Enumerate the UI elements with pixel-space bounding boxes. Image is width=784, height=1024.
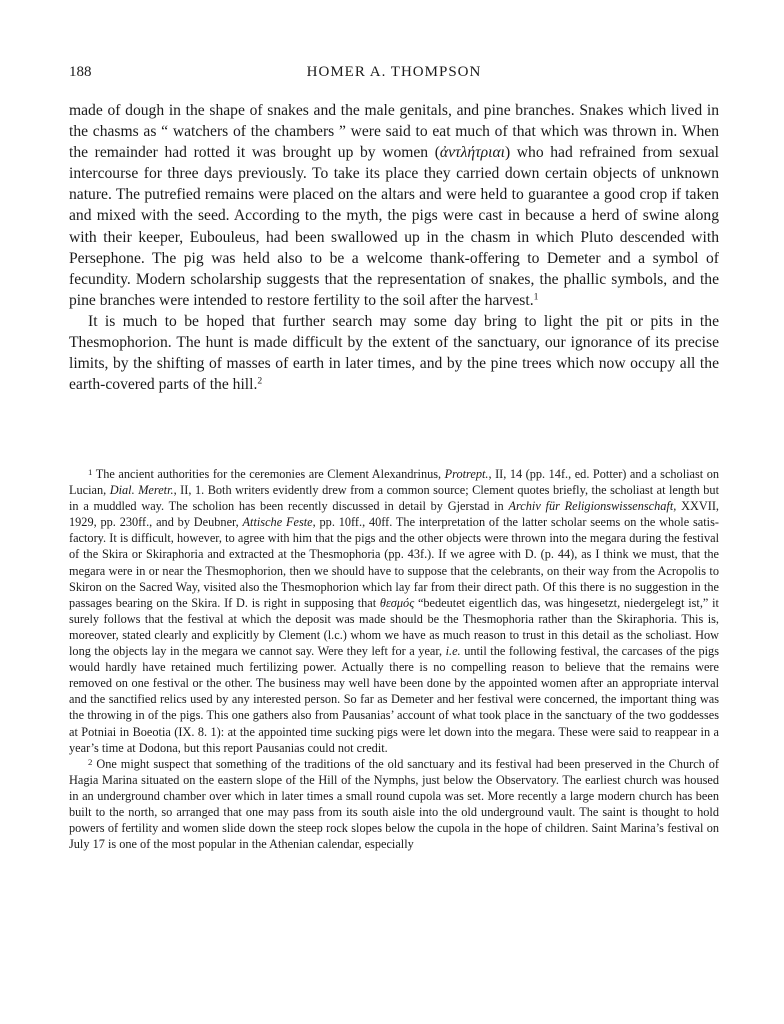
footnote-2	[69, 756, 719, 853]
footnote-1-text-c: , II, 1. Both writers evidently drew from a common source; Clement quotes briefly, the scholiast at length but in a muddled way. The scholion has been recently discussed in detail by Gjerstad in	[69, 483, 719, 514]
document-page	[69, 0, 719, 1024]
paragraph-1-text-b: ) who had refrained from sexual intercourse for three days previously. To take its place they carried down certain objects of unknown nature. The putrefied remains were placed on the altars and were held to guarantee a good crop if taken and mixed with the seed. According to the myth, the pigs were cast in because a herd of swine along with their keeper, Eubouleus, had been swallowed up in the chasm in which Pluto descended with Persephone. The pig was held also to be a welcome thank-offering to Demeter and a symbol of fecundity. Modern scholarship suggests that the representation of snakes, the phallic symbols, and the pine branches were intended to restore fertility to the soil after the harvest.	[69, 144, 719, 309]
footnote-1-mark: 1	[88, 466, 93, 477]
page-number: 188	[69, 64, 92, 80]
footnote-1-text-e: , pp. 10ff., 40ff. The interpretation of the latter scholar seems on the whole satisfactory. It is difficult, however, to agree with him that the pigs and the other objects were thrown into the megara during the festival of the Skira or Skiraphoria and extracted at the Thesmophoria (pp. 43f.). If we agree with D. (p. 44), as I think we must, that the megara were in or near the Thesmophorion, then we should have to suppose that the celebrants, on their way from the Acropolis to Skiron on the Sacred Way, visited also the Thesmophorion which lay far from their direct path. Of this there is no suggestion in the passages bearing on the Skira. If D. is right in supposing that	[69, 515, 719, 610]
abbrev-ie: i.e.	[445, 644, 461, 659]
footnote-2-mark: 2	[88, 756, 93, 767]
paragraph-1	[69, 100, 719, 311]
footnote-1-text-g: until the following festival, the carcases of the pigs would hardly have retained much fertilizing power. Actually there is no compelling reason to believe that the remains were removed on one festival or the other. The business may well have been done by the appointed women after an appropriate interval and the sanctified relics used by any interested person. So far as Demeter and her festival were concerned, the important thing was the throwing in of the pigs. This one gathers also from Pausanias’ account of what took place in the sanctuary of the two goddesses at Potniai in Boeotia (IX. 8. 1): at the appointed time sucking pigs were let down into the megara. These were said to reappear in a year’s time at Dodona, but this report Pausanias could not credit.	[69, 644, 719, 755]
greek-thesmos: θεσμός	[379, 595, 415, 610]
citation-attische-feste: Attische Feste	[242, 515, 313, 530]
footnote-1	[69, 466, 719, 756]
footnote-1-text-d: , XXVII, 1929, pp. 230ff., and by Deubner,	[69, 499, 720, 530]
footnote-ref-1: 1	[533, 291, 539, 303]
footnote-ref-2: 2	[257, 375, 263, 387]
body-text	[69, 100, 719, 395]
footnote-1-text-f: “bedeutet eigentlich das, was hingesetzt, niedergelegt ist,” it surely follows that the festival at which the deposit was made should be the Thesmophoria rather than the Skiraphoria. This is, moreover, stated clearly and explicitly by Clement (l.c.) whom we have as much reason to trust in this detail as the scholiast. How long the objects lay in the megara we cannot say. Were they left for a year,	[69, 595, 719, 659]
running-title: HOMER A. THOMPSON	[306, 64, 482, 80]
paragraph-2-text: It is much to be hoped that further search may some day bring to light the pit or pits in the Thesmophorion. The hunt is made difficult by the extent of the sanctuary, our ignorance of its precise limits, by the shifting of masses of earth in later times, and by the pine trees which now occupy all the earth-covered parts of the hill.	[69, 312, 719, 394]
greek-term: ἀντλήτριαι	[439, 144, 505, 162]
running-head	[69, 64, 719, 86]
footnote-2-text: One might suspect that something of the traditions of the old sanctuary and its festival had been preserved in the Church of Hagia Marina situated on the eastern slope of the Hill of the Nymphs, just below the Observatory. The earliest church was housed in an underground chamber over which in later times a small round cupola was set. More recently a large modern church has been built to the north, so arranged that one may pass from its south aisle into the old underground vault. The saint is thought to hold powers of fertility and women slide down the steep rock slopes below the cupola in the hope of children. Saint Marina’s festival on July 17 is one of the most popular in the Athenian calendar, especially	[69, 756, 719, 852]
paragraph-2	[69, 311, 719, 395]
footnote-1-text-b: , II, 14 (pp. 14f., ed. Potter) and a scholiast on Lucian,	[69, 467, 720, 498]
footnote-1-text-a: The ancient authorities for the ceremonies are Clement Alexandrinus,	[95, 467, 445, 481]
paragraph-1-text-a: made of dough in the shape of snakes and the male genitals, and pine branches. Snakes which lived in the chasms as “ watchers of the chambers ” were said to eat much of that which was thrown in. When the remainder had rotted it was brought up by women (	[69, 102, 719, 162]
citation-protrept: Protrept.	[444, 467, 489, 481]
citation-dial-meretr: Dial. Meretr.	[109, 483, 174, 498]
citation-archiv: Archiv für Religionswissenschaft	[508, 499, 674, 514]
footnotes	[69, 466, 719, 852]
